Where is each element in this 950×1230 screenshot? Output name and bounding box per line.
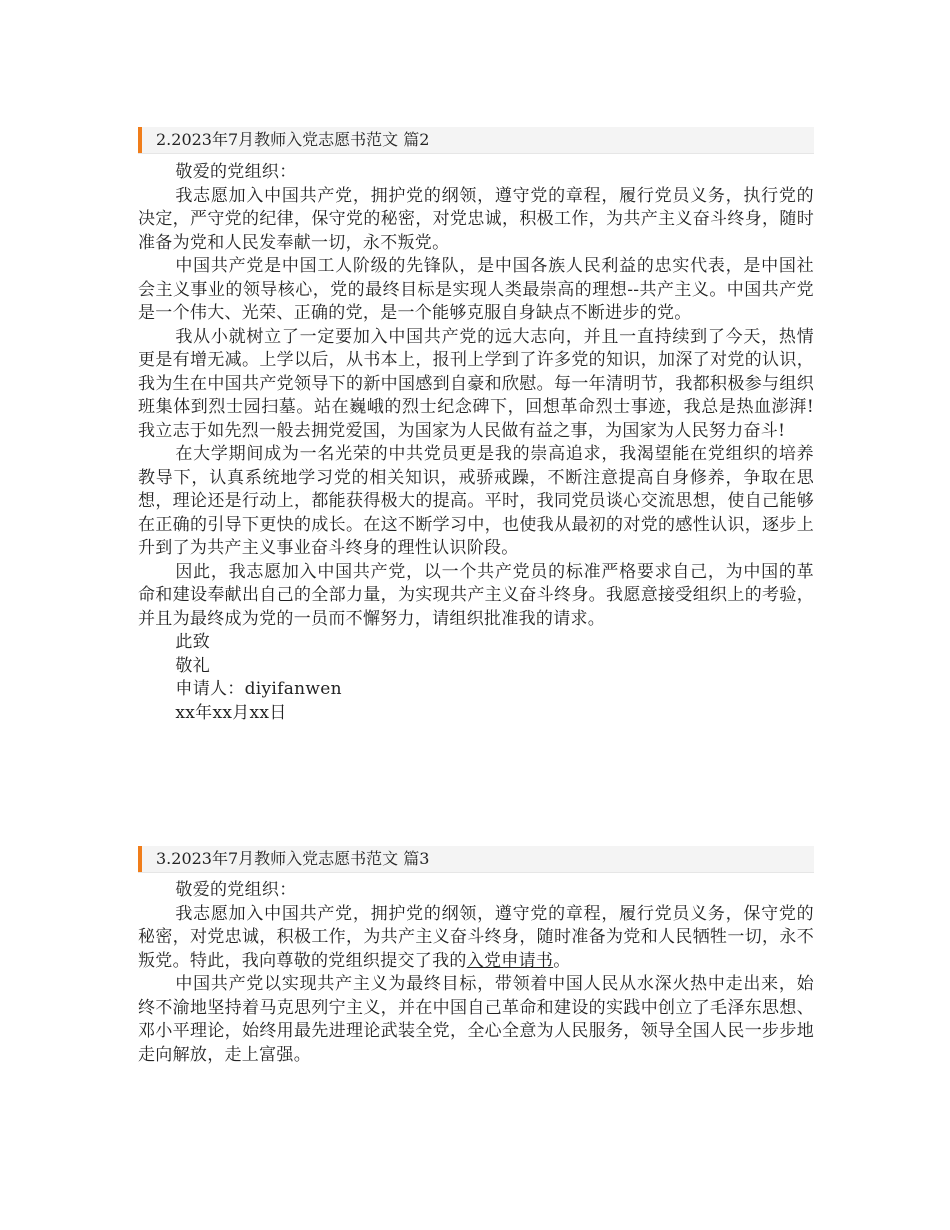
section-title: 3.2023年7月教师入党志愿书范文 篇3: [156, 849, 430, 868]
paragraph: [138, 903, 814, 974]
paragraph: 中国共产党是中国工人阶级的先锋队，是中国各族人民利益的忠实代表，是中国社会主义事业的领导核心，党的最终目标是实现人类最崇高的理想--共产主义。中国共产党是一个伟大、光荣、正确的党，是一个能够克服自身缺点不断进步的党。: [138, 256, 814, 323]
salutation: 敬爱的党组织：: [175, 880, 297, 900]
heading-accent-bar: [138, 846, 142, 872]
section-heading-2: [138, 127, 814, 154]
section-body-3: [138, 879, 814, 1067]
application-letter-link[interactable]: 入党申请书: [466, 950, 554, 971]
paragraph: 中国共产党以实现共产主义为最终目标，带领着中国人民从水深火热中走出来，始终不渝地坚持着马克思列宁主义，并在中国自己革命和建设的实践中创立了毛泽东思想、邓小平理论，始终用最先进理论武装全党，全心全意为人民服务，领导全国人民一步步地走向解放，走上富强。: [138, 974, 814, 1065]
paragraph: 在大学期间成为一名光荣的中共党员更是我的崇高追求，我渴望能在党组织的培养教导下，认真系统地学习党的相关知识，戒骄戒躁，不断注意提高自身修养，争取在思想，理论还是行动上，都能获得极大的提高。平时，我同党员谈心交流思想，使自己能够在正确的引导下更快的成长。在这不断学习中，也使我从最初的对党的感性认识，逐步上升到了为共产主义事业奋斗终身的理性认识阶段。: [138, 444, 814, 558]
paragraph: 因此，我志愿加入中国共产党，以一个共产党员的标准严格要求自己，为中国的革命和建设奉献出自己的全部力量，为实现共产主义奋斗终身。我愿意接受组织上的考验，并且为最终成为党的一员而不懈努力，请组织批准我的请求。: [138, 561, 814, 629]
section-heading-3: [138, 846, 814, 873]
date-line: xx年xx月xx日: [175, 702, 287, 723]
paragraph: 我从小就树立了一定要加入中国共产党的远大志向，并且一直持续到了今天，热情更是有增无减。上学以后，从书本上，报刊上学到了许多党的知识，加深了对党的认识，我为生在中国共产党领导下的新中国感到自豪和欣慰。每一年清明节，我都积极参与组织班集体到烈士园扫墓。站在巍峨的烈士纪念碑下，回想革命烈士事迹，我总是热血澎湃!我立志于如先烈一般去拥党爱国，为国家为人民做有益之事，为国家为人民努力奋斗!: [138, 326, 814, 441]
heading-accent-bar: [138, 127, 142, 153]
section-title: 2.2023年7月教师入党志愿书范文 篇2: [156, 130, 430, 149]
closing-line: 此致: [175, 632, 210, 652]
paragraph-text: 我志愿加入中国共产党，拥护党的纲领，遵守党的章程，履行党员义务，保守党的秘密，对党忠诚，积极工作，为共产主义奋斗终身，随时准备为党和人民牺牲一切，永不叛党。特此，我向尊敬的党组织提交了我的: [138, 903, 814, 971]
paragraph-text: 。: [553, 950, 571, 971]
paragraph: 我志愿加入中国共产党，拥护党的纲领，遵守党的章程，履行党员义务，执行党的决定，严守党的纪律，保守党的秘密，对党忠诚，积极工作，为共产主义奋斗终身，随时准备为党和人民发奉献一切，永不叛党。: [138, 185, 814, 253]
salutation: 敬爱的党组织：: [175, 162, 297, 182]
section-body-2: [138, 161, 814, 725]
applicant-line: 申请人：diyifanwen: [175, 679, 342, 699]
closing-line: 敬礼: [175, 655, 210, 676]
